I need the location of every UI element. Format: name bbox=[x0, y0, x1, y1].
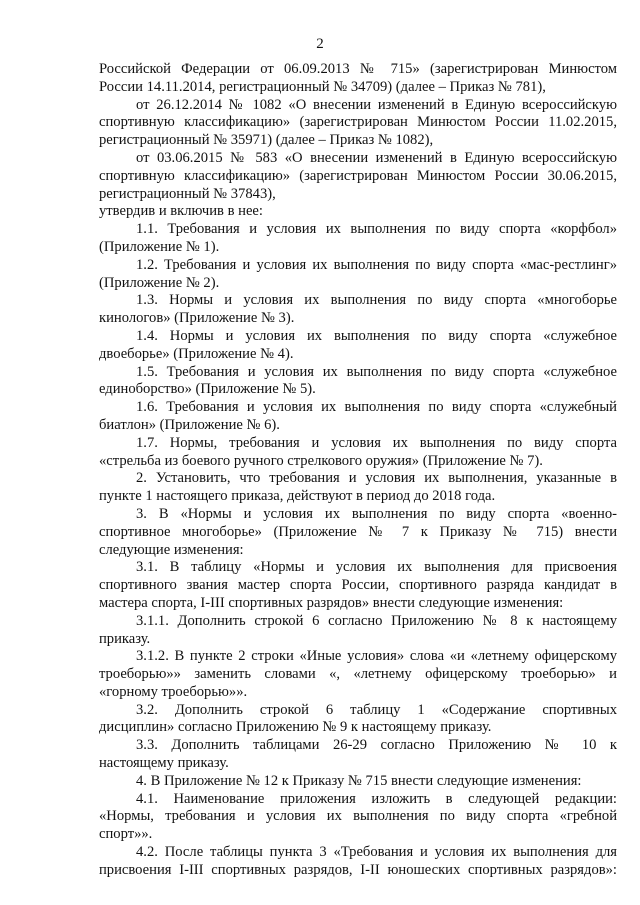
text-line: 2. Установить, что требования и условия их выполнения, указанные в bbox=[136, 470, 617, 487]
text-line: мастера спорта, I-III спортивных разрядов» внести следующие изменения: bbox=[99, 594, 564, 611]
text-line: кинологов» (Приложение № 3). bbox=[99, 310, 295, 327]
text-line: «Нормы, требования и условия их выполнения по виду спорта «гребной bbox=[99, 808, 617, 825]
text-line: от 26.12.2014 № 1082 «О внесении изменений в Единую всероссийскую bbox=[136, 96, 617, 113]
text-line: Российской Федерации от 06.09.2013 № 715» (зарегистрирован Минюстом bbox=[99, 61, 617, 77]
text-line: 4.1. Наименование приложения изложить в следующей редакции: bbox=[136, 790, 617, 807]
text-line: спорт»». bbox=[99, 826, 153, 843]
text-line: 3.2. Дополнить строкой 6 таблицу 1 «Содержание спортивных bbox=[136, 701, 617, 718]
text-line: троеборью»» заменить словами «, «летнему офицерскому троеборью» и bbox=[99, 666, 617, 683]
text-line: 1.1. Требования и условия их выполнения по виду спорта «корфбол» bbox=[136, 221, 617, 238]
text-line: следующие изменения: bbox=[99, 541, 244, 558]
text-line: (Приложение № 2). bbox=[99, 274, 220, 291]
text-line: 1.7. Нормы, требования и условия их выполнения по виду спорта bbox=[136, 434, 617, 451]
page-number: 2 bbox=[316, 36, 324, 52]
text-line: 3.1.2. В пункте 2 строки «Иные условия» слова «и «летнему офицерскому bbox=[136, 648, 617, 665]
text-line: двоеборье» (Приложение № 4). bbox=[99, 345, 294, 362]
text-line: «стрельба из боевого ручного стрелкового оружия» (Приложение № 7). bbox=[99, 452, 543, 469]
text-line: спортивное многоборье» (Приложение № 7 к Приказу № 715) внести bbox=[99, 523, 617, 540]
text-line: 1.2. Требования и условия их выполнения по виду спорта «мас-рестлинг» bbox=[136, 256, 617, 273]
text-line: 3.1. В таблицу «Нормы и условия их выполнения для присвоения bbox=[136, 559, 617, 576]
text-line: 3. В «Нормы и условия их выполнения по виду спорта «военно- bbox=[136, 505, 617, 522]
text-line: 3.3. Дополнить таблицами 26-29 согласно Приложению № 10 к bbox=[136, 737, 617, 754]
text-line: от 03.06.2015 № 583 «О внесении изменений в Единую всероссийскую bbox=[136, 149, 617, 166]
text-line: настоящему приказу. bbox=[99, 755, 229, 772]
text-line: 3.1.1. Дополнить строкой 6 согласно Приложению № 8 к настоящему bbox=[136, 612, 617, 629]
text-line: спортивную классификацию» (зарегистрирован Минюстом России 11.02.2015, bbox=[99, 114, 617, 131]
text-line: спортивную классификацию» (зарегистрирован Минюстом России 30.06.2015, bbox=[99, 167, 617, 184]
text-line: регистрационный № 35971) (далее – Приказ № 1082), bbox=[99, 132, 434, 149]
text-line: 1.4. Нормы и условия их выполнения по виду спорта «служебное bbox=[136, 327, 617, 344]
text-line: (Приложение № 1). bbox=[99, 238, 220, 255]
text-line: России 14.11.2014, регистрационный № 34709) (далее – Приказ № 781), bbox=[99, 78, 546, 95]
text-line: 1.3. Нормы и условия их выполнения по виду спорта «многоборье bbox=[136, 292, 617, 309]
text-line: биатлон» (Приложение № 6). bbox=[99, 416, 280, 433]
document-body bbox=[99, 61, 617, 880]
text-line: «горному троеборью»». bbox=[99, 683, 248, 700]
text-line: присвоения I-III спортивных разрядов, I-II юношеских спортивных разрядов»: bbox=[99, 861, 617, 878]
text-line: регистрационный № 37843), bbox=[99, 185, 276, 202]
text-line: 1.5. Требования и условия их выполнения по виду спорта «служебное bbox=[136, 363, 617, 380]
text-line: дисциплин» согласно Приложению № 9 к настоящему приказу. bbox=[99, 719, 492, 736]
text-line: приказу. bbox=[99, 630, 151, 647]
text-line: 4. В Приложение № 12 к Приказу № 715 внести следующие изменения: bbox=[136, 772, 582, 789]
text-line: пункте 1 настоящего приказа, действуют в период до 2018 года. bbox=[99, 488, 496, 505]
text-line: 4.2. После таблицы пункта 3 «Требования и условия их выполнения для bbox=[136, 844, 617, 861]
text-line: утвердив и включив в нее: bbox=[99, 203, 263, 220]
text-line: единоборство» (Приложение № 5). bbox=[99, 381, 316, 398]
text-line: спортивного звания мастер спорта России, спортивного разряда кандидат в bbox=[99, 577, 617, 594]
text-line: 1.6. Требования и условия их выполнения по виду спорта «служебный bbox=[136, 399, 617, 416]
